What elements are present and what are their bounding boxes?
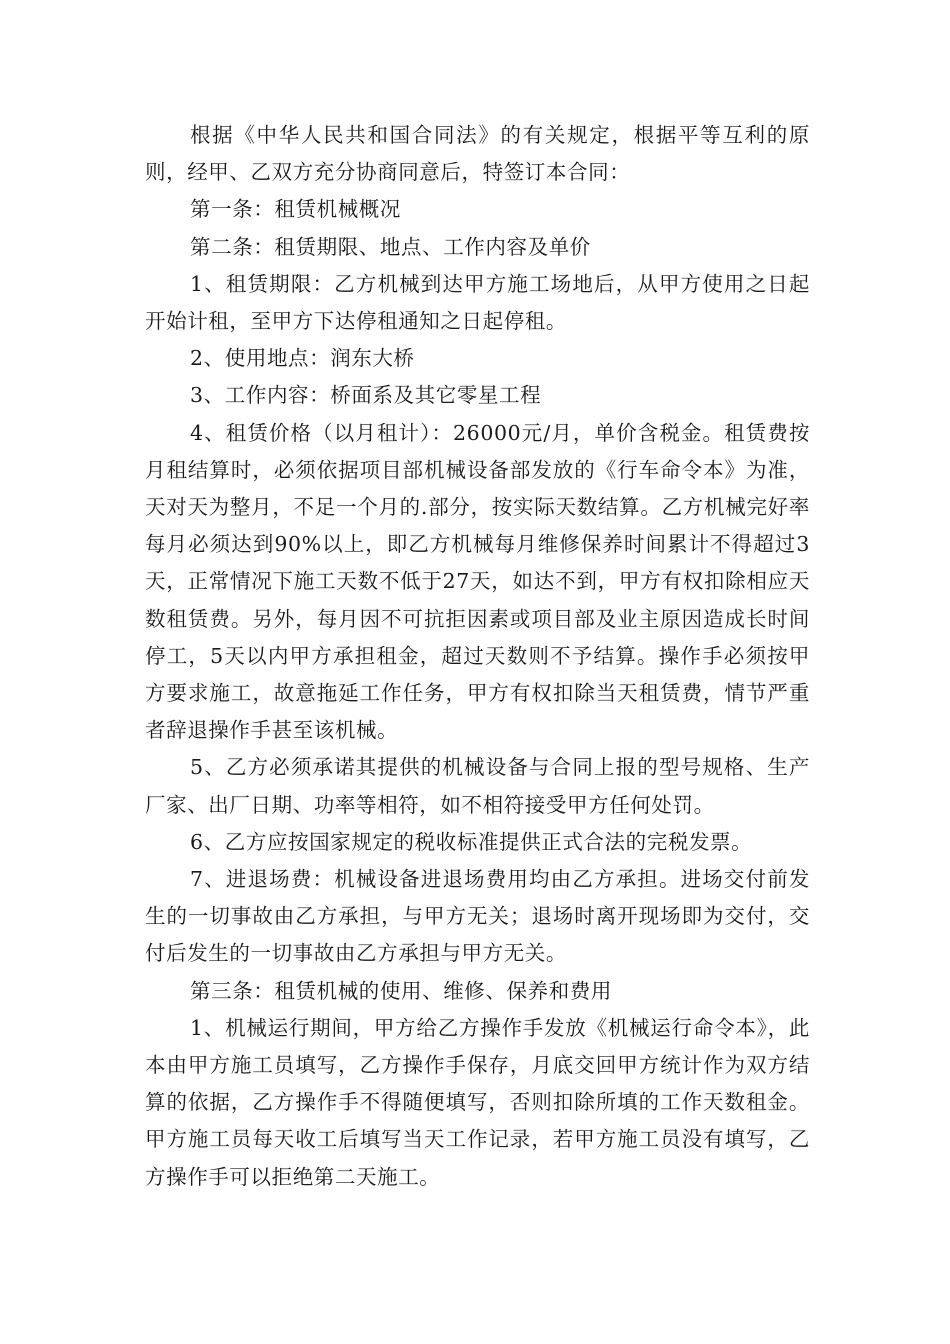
document-body [145,117,810,1196]
article-1-heading: 第一条：租赁机械概况 [190,197,401,222]
clause-2-7-entry-exit-fees: 7、进退场费：机械设备进退场费用均由乙方承担。进场交付前发生的一切事故由乙方承担，与甲方无关；退场时离开现场即为交付，交付后发生的一切事故由乙方承担与甲方无关。 [145,867,810,966]
clause-2-4-price: 4、租赁价格（以月租计）：26000元/月，单价含税金。租赁费按月租结算时，必须依据项目部机械设备部发放的《行车命令本》为准，天对天为整月，不足一个月的.部分，按实际天数结算。乙方机械完好率每月必须达到90%以上，即乙方机械每月维修保养时间累计不得超过3天，正常情况下施工天数不低于27天，如达不到，甲方有权扣除相应天数租赁费。另外，每月因不可抗拒因素或项目部及业主原因造成长时间停工，5天以内甲方承担租金，超过天数则不予结算。操作手必须按甲方要求施工，故意拖延工作任务，甲方有权扣除当天租赁费，情节严重者辞退操作手甚至该机械。 [145,420,810,743]
article-3-heading: 第三条：租赁机械的使用、维修、保养和费用 [190,978,612,1003]
clause-2-6-tax-invoice: 6、乙方应按国家规定的税收标准提供正式合法的完税发票。 [190,829,753,854]
clause-3-1-operation-log: 1、机械运行期间，甲方给乙方操作手发放《机械运行命令本》，此本由甲方施工员填写，乙方操作手保存，月底交回甲方统计作为双方结算的依据，乙方操作手不得随便填写，否则扣除所填的工作天数租金。甲方施工员每天收工后填写当天工作记录，若甲方施工员没有填写，乙方操作手可以拒绝第二天施工。 [145,1015,810,1189]
paragraph-preamble: 根据《中华人民共和国合同法》的有关规定，根据平等互利的原则，经甲、乙双方充分协商同意后，特签订本合同： [145,123,810,185]
clause-2-2-location: 2、使用地点：润东大桥 [190,346,415,371]
clause-2-3-work-content: 3、工作内容：桥面系及其它零星工程 [190,383,542,408]
clause-2-5-equipment-commitment: 5、乙方必须承诺其提供的机械设备与合同上报的型号规格、生产厂家、出厂日期、功率等相符，如不相符接受甲方任何处罚。 [145,755,810,817]
article-2-heading: 第二条：租赁期限、地点、工作内容及单价 [190,234,591,259]
clause-2-1-lease-term: 1、租赁期限：乙方机械到达甲方施工场地后，从甲方使用之日起开始计租，至甲方下达停租通知之日起停租。 [145,271,810,334]
